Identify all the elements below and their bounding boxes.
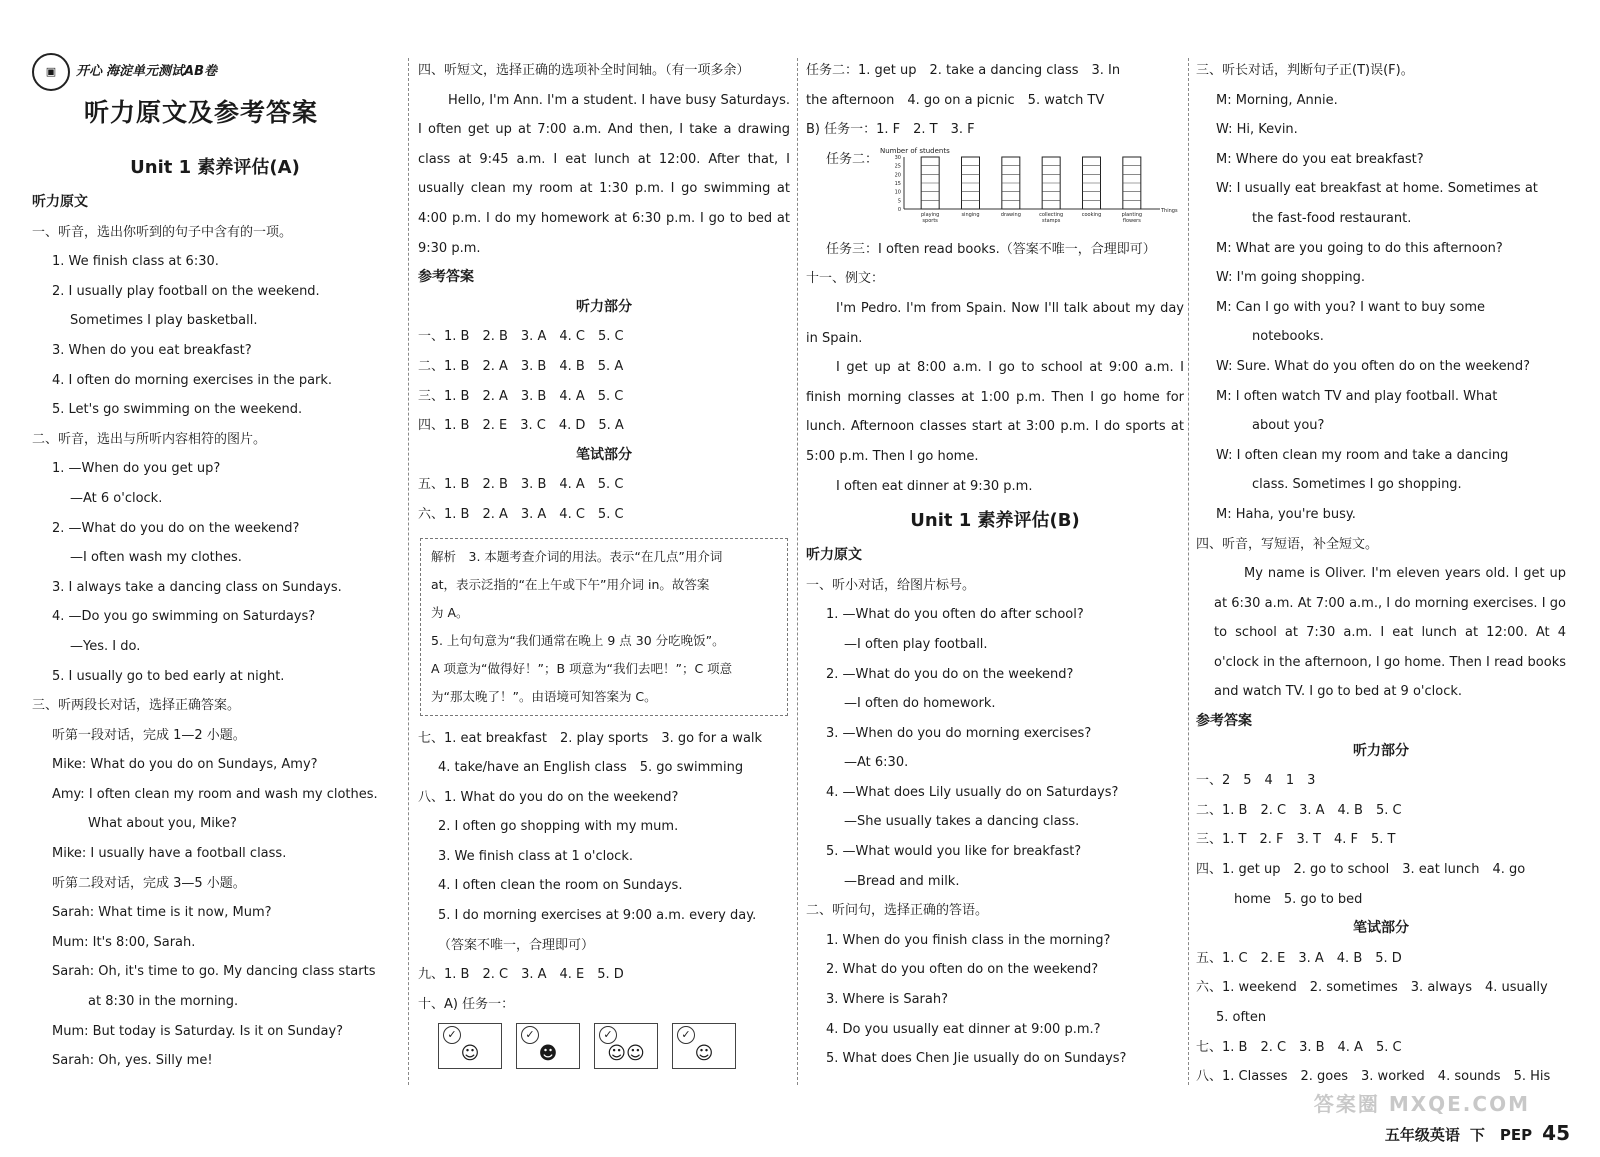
script-line: Sarah: Oh, yes. Silly me!	[52, 1053, 213, 1069]
essay-paragraph: I'm Pedro. I'm from Spain. Now I'll talk about my day in Spain.	[806, 300, 1184, 346]
script-line: 1. —When do you get up?	[52, 461, 221, 477]
section-heading: 参考答案	[1196, 713, 1252, 730]
answer-line: 3. We finish class at 1 o'clock.	[438, 848, 633, 864]
chart-ylabel: Number of students	[880, 146, 950, 155]
column-1	[32, 52, 398, 1076]
grade-label: 五年级英语	[1384, 1126, 1460, 1144]
answer-line: 四、1. B 2. E 3. C 4. D 5. A	[418, 418, 624, 434]
answer-line: 5. often	[1216, 1010, 1267, 1025]
section-heading: 听力原文	[32, 194, 88, 210]
script-line: M: Haha, you're busy.	[1216, 506, 1356, 522]
script-line: 1. When do you finish class in the morning?	[826, 932, 1111, 948]
script-line: 2. —What do you do on the weekend?	[826, 666, 1074, 682]
section-heading: 听力原文	[806, 547, 862, 564]
script-line: —At 6 o'clock.	[70, 490, 163, 506]
script-line: 1. —What do you often do after school?	[826, 607, 1084, 623]
answer-line: 四、1. get up 2. go to school 3. eat lunch 4. go	[1196, 862, 1526, 878]
checked-picture	[516, 1023, 580, 1069]
script-line: 听第一段对话，完成 1—2 小题。	[52, 727, 246, 743]
essay-paragraph: I often eat dinner at 9:30 p.m.	[836, 478, 1033, 494]
script-line: about you?	[1252, 418, 1325, 434]
script-line: 5. What does Chen Jie usually do on Sundays?	[826, 1051, 1127, 1067]
checked-picture	[594, 1023, 658, 1069]
explanation-line: 为 A。	[431, 604, 469, 620]
script-line: 5. —What would you like for breakfast?	[826, 844, 1082, 860]
chart-y-tick: 5	[897, 198, 902, 205]
answer-line: 五、1. C 2. E 3. A 4. B 5. D	[1196, 950, 1402, 966]
part-heading: 笔试部分	[576, 446, 632, 463]
bar-chart	[878, 145, 1178, 231]
script-line: Sarah: What time is it now, Mum?	[52, 905, 272, 921]
person-icon: ☻	[538, 1042, 558, 1064]
script-line: 3. Where is Sarah?	[826, 992, 949, 1008]
script-line: Sarah: Oh, it's time to go. My dancing class starts	[52, 964, 376, 980]
column-2	[418, 56, 790, 1069]
script-line: 听第二段对话，完成 3—5 小题。	[52, 875, 246, 891]
script-line: W: I often clean my room and take a dancing	[1216, 447, 1509, 463]
script-line: at 8:30 in the morning.	[88, 994, 239, 1010]
answer-line: 4. take/have an English class 5. go swimming	[438, 760, 744, 776]
script-line: 5. Let's go swimming on the weekend.	[52, 402, 303, 418]
chart-x-tick: sports	[922, 217, 938, 224]
script-line: —At 6:30.	[844, 755, 909, 771]
answer-line: 三、1. T 2. F 3. T 4. F 5. T	[1196, 832, 1396, 848]
task2-chart-row	[806, 145, 1184, 235]
script-line: W: Sure. What do you often do on the weekend?	[1216, 358, 1531, 374]
question-heading: 三、听长对话，判断句子正(T)误(F)。	[1196, 63, 1414, 78]
question-heading: 一、听小对话，给图片标号。	[806, 577, 976, 593]
passage-text: Hello, I'm Ann. I'm a student. I have busy Saturdays. I often get up at 7:00 a.m. And then, I take a drawing class at 9:45 a.m. I eat lunch at 12:00. After that, I usually clean my room at 1:30 p.m. I go swimming at 4:00 p.m. I do my homework at 6:30 p.m. I go to bed at 9:30 p.m.	[418, 92, 790, 256]
script-line: 4. Do you usually eat dinner at 9:00 p.m.?	[826, 1021, 1101, 1037]
check-mark-icon: ✓	[677, 1026, 695, 1044]
chart-x-tick: playing	[921, 211, 940, 218]
chart-x-tick: cooking	[1081, 211, 1102, 218]
series-name: 海淀单元测试AB卷	[106, 64, 217, 80]
script-line: —I often wash my clothes.	[70, 550, 242, 566]
question-heading: 十一、例文：	[806, 271, 885, 287]
checked-picture	[438, 1023, 502, 1069]
section-heading: 参考答案	[418, 269, 474, 286]
script-line: 4. —What does Lily usually do on Saturdays?	[826, 784, 1119, 800]
answer-line: 二、1. B 2. A 3. B 4. B 5. A	[418, 358, 624, 374]
page-title: 听力原文及参考答案	[84, 98, 319, 127]
person-icon: ☺	[460, 1042, 480, 1064]
script-line: 3. —When do you do morning exercises?	[826, 725, 1092, 741]
explanation-line: A 项意为“做得好！”；B 项意为“我们去吧！”；C 项意	[431, 660, 733, 676]
script-line: Mum: But today is Saturday. Is it on Sunday?	[52, 1023, 344, 1039]
answer-line: 六、1. weekend 2. sometimes 3. always 4. usually	[1196, 980, 1548, 996]
page-number: 45	[1542, 1121, 1570, 1145]
column-4	[1196, 56, 1566, 1092]
essay-paragraph: I get up at 8:00 a.m. I go to school at 9:00 a.m. I finish morning classes at 1:00 p.m. Then I go home for lunch. Afternoon classes start at 3:00 p.m. I do sports at 5:00 p.m. Then I go home.	[806, 360, 1184, 464]
script-line: —I often do homework.	[844, 696, 996, 712]
answer-line: 三、1. B 2. A 3. B 4. A 5. C	[418, 388, 624, 404]
answer-line: 一、1. B 2. B 3. A 4. C 5. C	[418, 329, 624, 345]
script-line: Amy: I often clean my room and wash my clothes.	[52, 786, 378, 802]
script-line: 2. What do you often do on the weekend?	[826, 962, 1099, 978]
chart-y-tick: 15	[894, 180, 902, 187]
answer-line: 五、1. B 2. B 3. B 4. A 5. C	[418, 477, 624, 493]
answer-line: 5. I do morning exercises at 9:00 a.m. every day.	[438, 908, 757, 924]
script-line: W: I usually eat breakfast at home. Sometimes at	[1216, 181, 1538, 197]
question-heading: 二、听问句，选择正确的答语。	[806, 903, 989, 919]
chart-x-extra-label: Things	[1161, 207, 1178, 214]
brand-logo-icon: ▣	[32, 53, 70, 91]
answer-line: B) 任务一：1. F 2. T 3. F	[806, 122, 975, 138]
question-heading: 四、听短文，选择正确的选项补全时间轴。（有一项多余）	[418, 63, 750, 78]
answer-line: 十、A) 任务一：	[418, 996, 515, 1012]
script-line: 5. I usually go to bed early at night.	[52, 668, 285, 684]
family-icon: ☺☺	[607, 1042, 645, 1064]
script-line: M: Morning, Annie.	[1216, 92, 1338, 108]
answer-line: 任务二：	[826, 151, 879, 167]
page-footer	[1385, 1121, 1570, 1145]
answer-line: 八、1. What do you do on the weekend?	[418, 789, 679, 805]
passage-text: My name is Oliver. I'm eleven years old. I get up at 6:30 a.m. At 7:00 a.m., I do morning exercises. I go to school at 7:30 a.m. I eat lunch at 12:00. At 4 o'clock in the afternoon, I go home. Then I read books and watch TV. I go to bed at 9 o'clock.	[1214, 566, 1566, 700]
part-heading: 笔试部分	[1353, 920, 1409, 937]
script-line: M: Where do you eat breakfast?	[1216, 151, 1424, 167]
answer-line: 任务二：1. get up 2. take a dancing class 3. In	[806, 63, 1121, 78]
brand-logo-text: 开心	[76, 64, 103, 80]
column-3	[806, 56, 1184, 1074]
script-line: 2. I usually play football on the weekend.	[52, 283, 320, 299]
check-mark-icon: ✓	[599, 1026, 617, 1044]
answer-line: 二、1. B 2. C 3. A 4. B 5. C	[1196, 802, 1402, 818]
script-line: M: Can I go with you? I want to buy some	[1216, 299, 1486, 315]
script-line: W: I'm going shopping.	[1216, 270, 1365, 286]
explanation-line: at，表示泛指的“在上午或下午”用介词 in。故答案	[431, 576, 710, 592]
explanation-line: 5. 上句句意为“我们通常在晚上 9 点 30 分吃晚饭”。	[431, 632, 725, 648]
answer-line: （答案不唯一，合理即可）	[438, 937, 595, 953]
answer-line: 六、1. B 2. A 3. A 4. C 5. C	[418, 506, 624, 522]
check-mark-icon: ✓	[521, 1026, 539, 1044]
chart-x-tick: planting	[1121, 211, 1143, 218]
script-line: W: Hi, Kevin.	[1216, 122, 1298, 138]
brand-header	[32, 52, 398, 92]
script-line: Mum: It's 8:00, Sarah.	[52, 934, 196, 950]
part-heading: 听力部分	[1353, 742, 1409, 759]
script-line: Mike: I usually have a football class.	[52, 846, 287, 862]
script-line: class. Sometimes I go shopping.	[1252, 477, 1462, 493]
script-line: 4. —Do you go swimming on Saturdays?	[52, 609, 316, 625]
script-line: 4. I often do morning exercises in the park.	[52, 372, 333, 388]
script-line: —Yes. I do.	[70, 638, 141, 654]
script-line: What about you, Mike?	[88, 816, 237, 832]
answer-line: the afternoon 4. go on a picnic 5. watch TV	[806, 92, 1105, 108]
chart-y-tick: 10	[894, 189, 902, 196]
script-line: M: What are you going to do this afternoon?	[1216, 240, 1503, 256]
explanation-line: 解析 3. 本题考查介词的用法。表示“在几点”用介词	[431, 548, 723, 564]
answer-line: 任务三：I often read books.（答案不唯一，合理即可）	[826, 241, 1156, 257]
edition-label: 下 PEP	[1469, 1126, 1533, 1144]
chart-y-tick: 20	[894, 172, 902, 179]
unit-title-b: Unit 1 素养评估(B)	[910, 510, 1080, 532]
chart-x-tick: flowers	[1122, 217, 1141, 224]
answer-line: 九、1. B 2. C 3. A 4. E 5. D	[418, 967, 624, 983]
answer-line: 一、2 5 4 1 3	[1196, 773, 1316, 789]
script-line: M: I often watch TV and play football. What	[1216, 388, 1498, 404]
answer-line: 七、1. B 2. C 3. B 4. A 5. C	[1196, 1039, 1402, 1055]
script-line: 2. —What do you do on the weekend?	[52, 520, 300, 536]
chart-x-tick: stamps	[1042, 217, 1061, 224]
script-line: notebooks.	[1252, 329, 1324, 345]
answer-line: 4. I often clean the room on Sundays.	[438, 878, 683, 894]
answer-line: 2. I often go shopping with my mum.	[438, 819, 679, 835]
script-line: —She usually takes a dancing class.	[844, 814, 1080, 830]
script-line: —Bread and milk.	[844, 873, 960, 889]
script-line: —I often play football.	[844, 636, 988, 652]
script-line: the fast-food restaurant.	[1252, 210, 1412, 226]
column-divider	[408, 58, 409, 1085]
unit-title-a: Unit 1 素养评估(A)	[130, 157, 300, 178]
script-line: Mike: What do you do on Sundays, Amy?	[52, 757, 318, 773]
question-heading: 二、听音，选出与所听内容相符的图片。	[32, 431, 267, 447]
chart-y-tick: 25	[894, 163, 902, 170]
watermark: 答案圈 MXQE.COM	[1313, 1092, 1530, 1116]
script-line: Sometimes I play basketball.	[70, 313, 258, 329]
question-heading: 四、听音，写短语，补全短文。	[1196, 536, 1379, 552]
script-line: 3. When do you eat breakfast?	[52, 342, 252, 358]
answer-line: 七、1. eat breakfast 2. play sports 3. go for a walk	[418, 730, 763, 746]
script-line: 3. I always take a dancing class on Sundays.	[52, 579, 342, 595]
answer-line: home 5. go to bed	[1234, 891, 1363, 907]
chart-x-tick: drawing	[1000, 211, 1021, 218]
column-divider	[797, 58, 798, 1085]
column-divider	[1188, 58, 1189, 1085]
question-heading: 一、听音，选出你听到的句子中含有的一项。	[32, 224, 293, 240]
explanation-line: 为“那太晚了！”。由语境可知答案为 C。	[431, 688, 657, 704]
script-line: 1. We finish class at 6:30.	[52, 254, 219, 270]
picture-row	[418, 1023, 790, 1069]
explanation-box	[420, 538, 788, 716]
chart-y-tick: 0	[897, 206, 902, 213]
chart-y-tick: 30	[894, 154, 902, 161]
check-mark-icon: ✓	[443, 1026, 461, 1044]
chart-x-tick: collecting	[1039, 211, 1064, 218]
question-heading: 三、听两段长对话，选择正确答案。	[32, 698, 241, 714]
answer-line: 八、1. Classes 2. goes 3. worked 4. sounds 5. His	[1196, 1069, 1551, 1085]
chart-x-tick: singing	[961, 211, 980, 218]
part-heading: 听力部分	[576, 298, 632, 315]
person-icon: ☺	[694, 1042, 714, 1064]
checked-picture	[672, 1023, 736, 1069]
